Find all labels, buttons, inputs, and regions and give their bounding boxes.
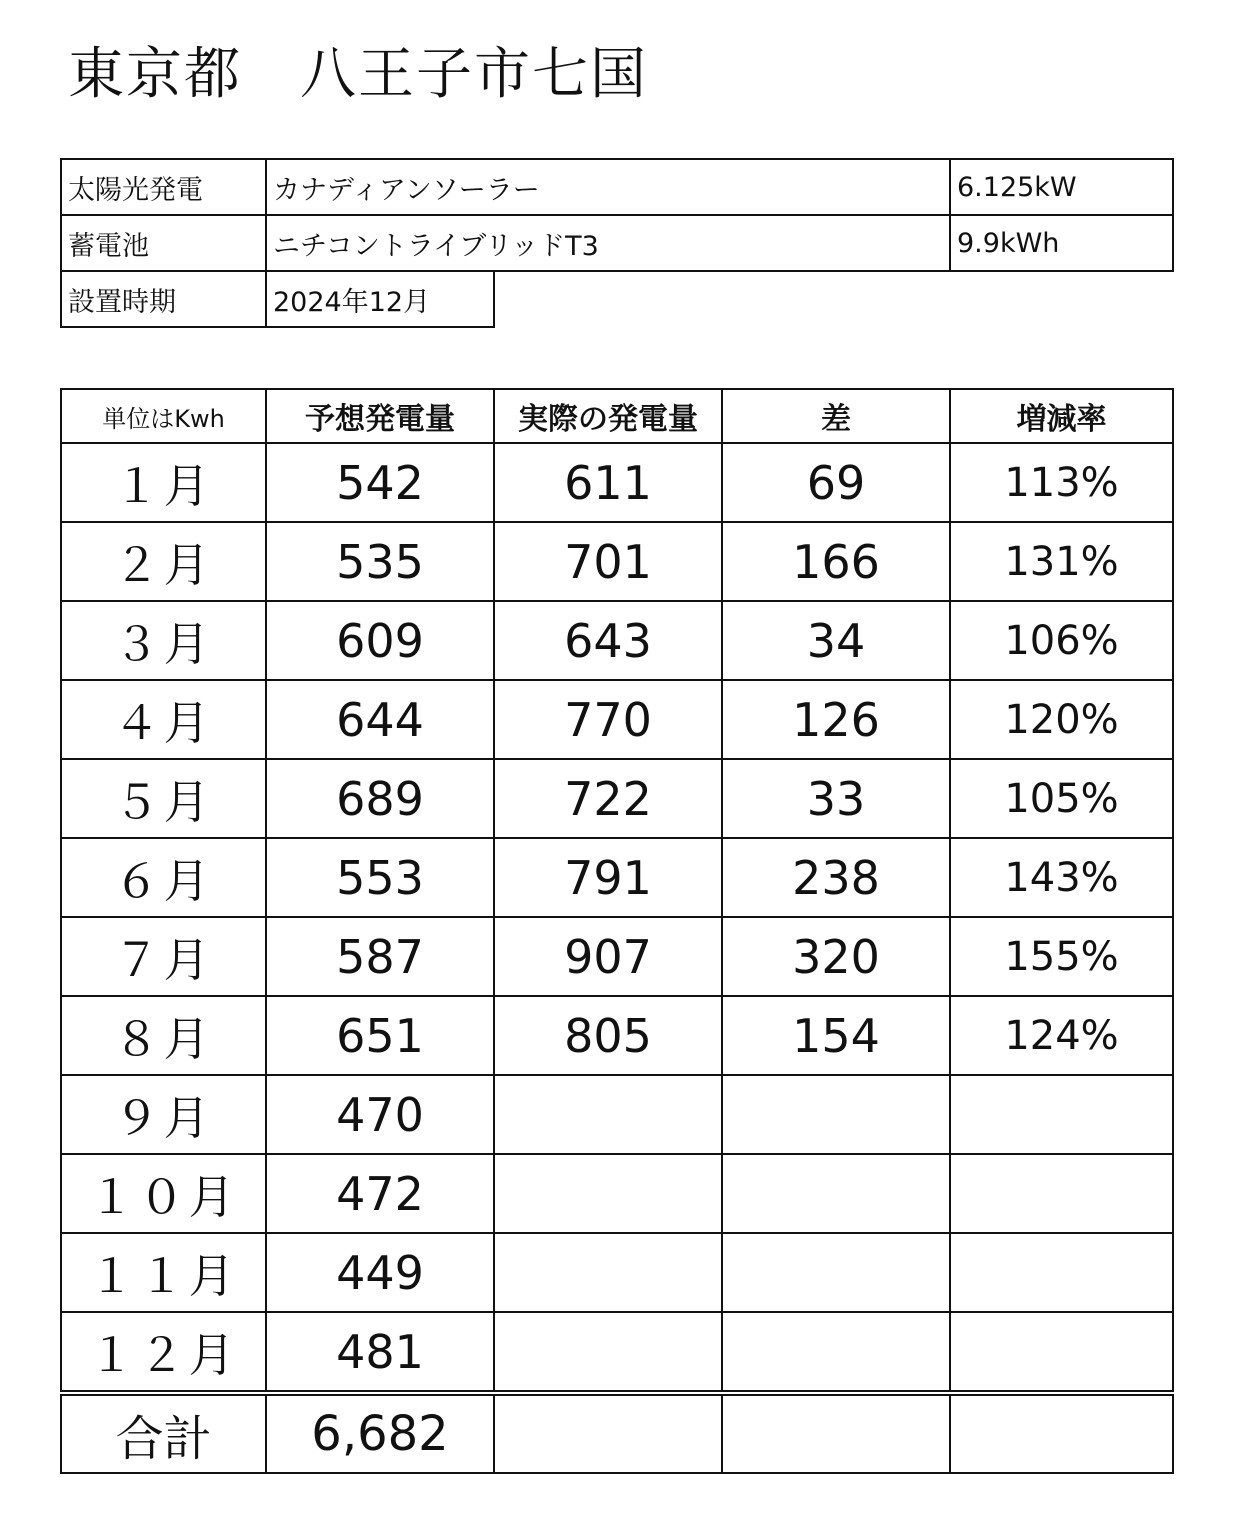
header-expected: 予想発電量 [266,389,494,443]
expected-cell: 470 [266,1075,494,1154]
month-cell: ２月 [61,522,266,601]
expected-cell: 651 [266,996,494,1075]
actual-cell [494,1075,722,1154]
diff-cell: 154 [722,996,950,1075]
table-row [61,1312,1173,1393]
actual-cell [494,1233,722,1312]
table-row [61,838,1173,917]
battery-row [61,215,1173,271]
table-row [61,996,1173,1075]
battery-maker: ニチコントライブリッドT3 [266,215,950,271]
table-row [61,443,1173,522]
expected-cell: 689 [266,759,494,838]
rate-cell: 105% [950,759,1173,838]
actual-cell: 722 [494,759,722,838]
install-date: 2024年12月 [266,271,494,327]
diff-cell: 320 [722,917,950,996]
blank-cell [494,271,950,327]
solar-row [61,159,1173,215]
system-info-table [60,158,1174,328]
month-cell: ６月 [61,838,266,917]
header-unit: 単位はKwh [61,389,266,443]
install-row [61,271,1173,327]
table-row [61,917,1173,996]
rate-cell: 131% [950,522,1173,601]
expected-cell: 449 [266,1233,494,1312]
battery-label: 蓄電池 [61,215,266,271]
month-cell: １月 [61,443,266,522]
actual-cell: 791 [494,838,722,917]
table-row [61,680,1173,759]
month-cell: ４月 [61,680,266,759]
actual-cell: 805 [494,996,722,1075]
diff-cell [722,1312,950,1393]
rate-cell: 143% [950,838,1173,917]
rate-cell: 106% [950,601,1173,680]
table-row [61,522,1173,601]
rate-cell: 113% [950,443,1173,522]
rate-cell [950,1312,1173,1393]
diff-cell: 69 [722,443,950,522]
total-diff [722,1393,950,1473]
table-row [61,1075,1173,1154]
rate-cell: 120% [950,680,1173,759]
expected-cell: 609 [266,601,494,680]
month-cell: ７月 [61,917,266,996]
total-expected: 6,682 [266,1393,494,1473]
diff-cell [722,1154,950,1233]
actual-cell: 701 [494,522,722,601]
table-row [61,1233,1173,1312]
total-actual [494,1393,722,1473]
month-cell: １２月 [61,1312,266,1393]
month-cell: ８月 [61,996,266,1075]
expected-cell: 481 [266,1312,494,1393]
generation-table [60,388,1174,1474]
diff-cell: 166 [722,522,950,601]
table-row [61,601,1173,680]
rate-cell: 124% [950,996,1173,1075]
header-rate: 増減率 [950,389,1173,443]
blank-cell [950,271,1173,327]
actual-cell: 643 [494,601,722,680]
solar-maker: カナディアンソーラー [266,159,950,215]
expected-cell: 553 [266,838,494,917]
header-diff: 差 [722,389,950,443]
actual-cell: 611 [494,443,722,522]
expected-cell: 535 [266,522,494,601]
table-row [61,759,1173,838]
month-cell: １１月 [61,1233,266,1312]
rate-cell [950,1075,1173,1154]
table-row [61,1154,1173,1233]
diff-cell: 126 [722,680,950,759]
header-row [61,389,1173,443]
total-row [61,1393,1173,1473]
month-cell: ５月 [61,759,266,838]
solar-capacity: 6.125kW [950,159,1173,215]
month-cell: ３月 [61,601,266,680]
total-label: 合計 [61,1393,266,1473]
battery-capacity: 9.9kWh [950,215,1173,271]
install-label: 設置時期 [61,271,266,327]
rate-cell [950,1154,1173,1233]
expected-cell: 542 [266,443,494,522]
rate-cell: 155% [950,917,1173,996]
diff-cell [722,1075,950,1154]
actual-cell [494,1312,722,1393]
expected-cell: 587 [266,917,494,996]
total-rate [950,1393,1173,1473]
expected-cell: 472 [266,1154,494,1233]
actual-cell: 770 [494,680,722,759]
diff-cell: 34 [722,601,950,680]
diff-cell: 33 [722,759,950,838]
header-actual: 実際の発電量 [494,389,722,443]
actual-cell: 907 [494,917,722,996]
diff-cell [722,1233,950,1312]
actual-cell [494,1154,722,1233]
expected-cell: 644 [266,680,494,759]
month-cell: ９月 [61,1075,266,1154]
diff-cell: 238 [722,838,950,917]
page-title: 東京都 八王子市七国 [68,42,648,107]
solar-label: 太陽光発電 [61,159,266,215]
rate-cell [950,1233,1173,1312]
month-cell: １０月 [61,1154,266,1233]
